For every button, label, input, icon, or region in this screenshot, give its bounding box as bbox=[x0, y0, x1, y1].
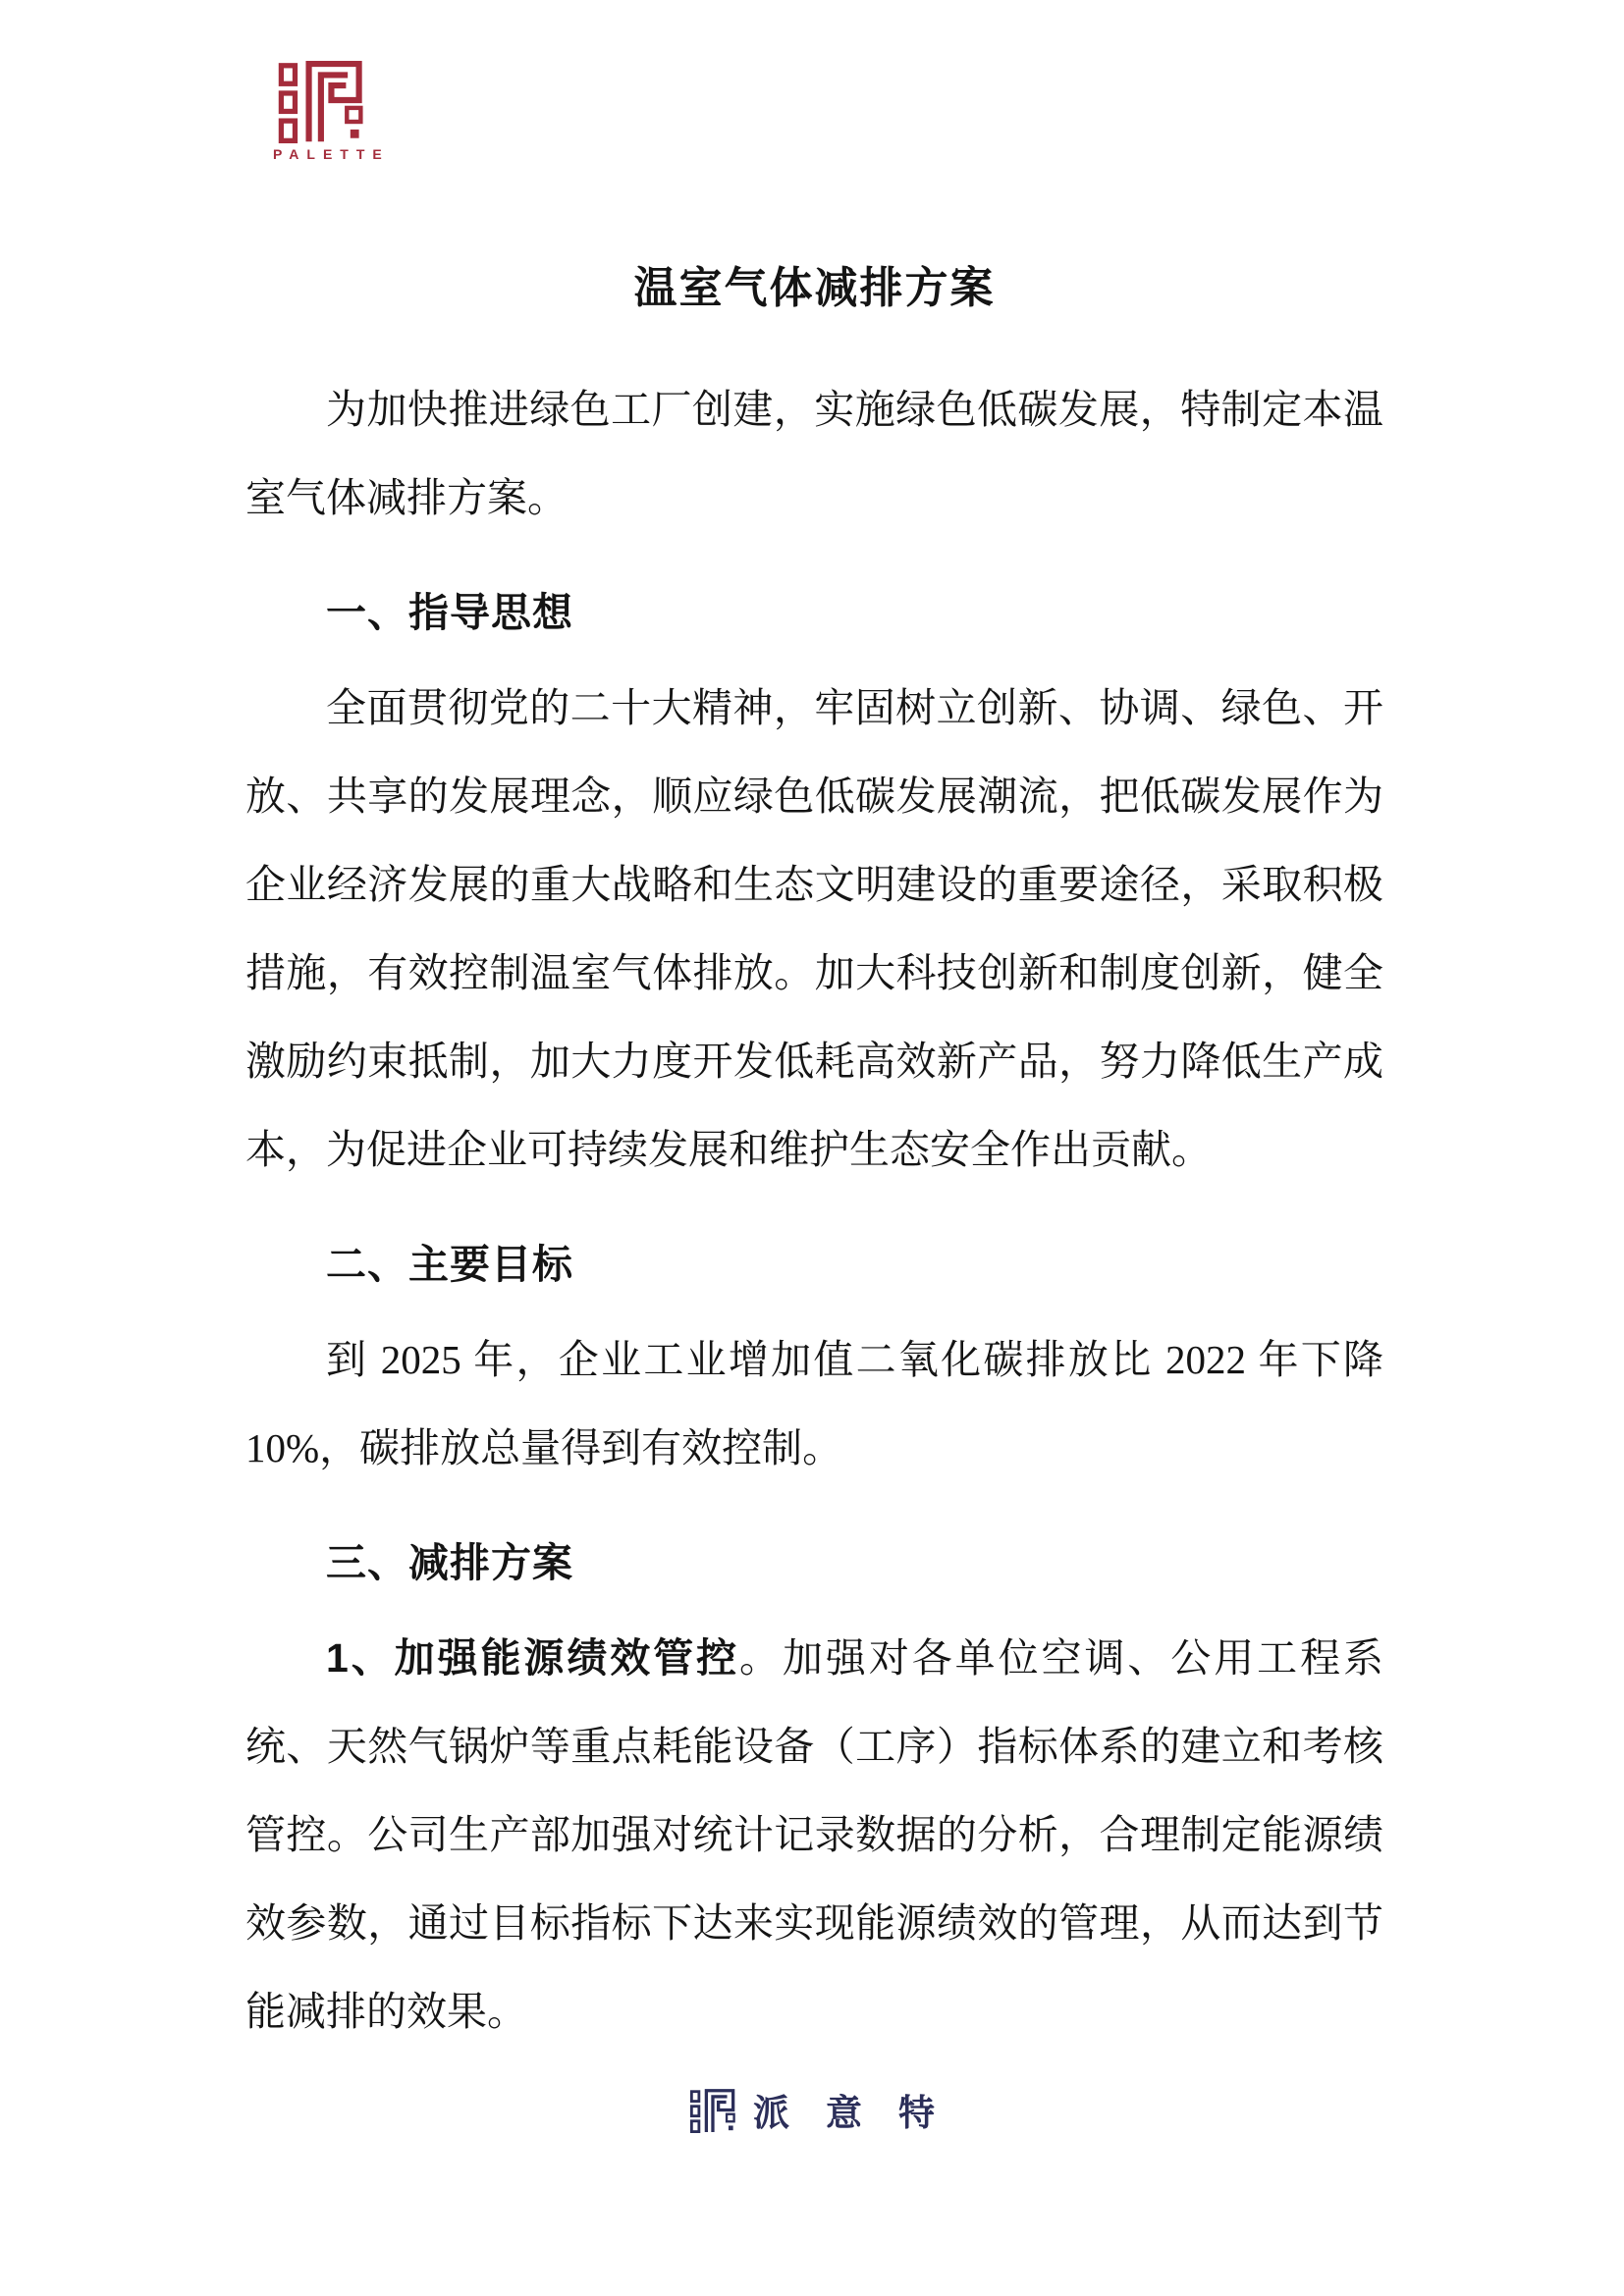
logo-dot bbox=[351, 130, 359, 138]
palette-logo-icon bbox=[269, 57, 371, 143]
section-body-guiding-ideology: 全面贯彻党的二十大精神，牢固树立创新、协调、绿色、开放、共享的发展理念，顺应绿色低碳发展潮流，把低碳发展作为企业经济发展的重大战略和生态文明建设的重要途径，采取积极措施，有效控制温室气体排放。加大科技创新和制度创新，健全激励约束抵制，加大力度开发低耗高效新产品，努力降低生产成本，为促进企业可持续发展和维护生态安全作出贡献。 bbox=[245, 685, 1383, 1172]
paragraph-bold-lead: 1、加强能源绩效管控 bbox=[326, 1635, 740, 1681]
intro-paragraph: 为加快推进绿色工厂创建，实施绿色低碳发展，特制定本温室气体减排方案。 bbox=[245, 387, 1383, 520]
section-heading-reduction-plan: 三、减排方案 bbox=[326, 1540, 573, 1585]
logo-dot bbox=[729, 2125, 733, 2130]
section-heading-main-goals: 二、主要目标 bbox=[326, 1242, 573, 1287]
document-content bbox=[245, 244, 1383, 2056]
paiyite-logo-icon bbox=[689, 2087, 735, 2133]
footer-wordmark: 派意特 bbox=[753, 2093, 971, 2133]
section-body-main-goals: 到 2025 年，企业工业增加值二氧化碳排放比 2022 年下降 10%，碳排放总量得到有效控制。 bbox=[245, 1337, 1383, 1470]
palette-logo bbox=[265, 57, 390, 162]
section-heading-guiding-ideology: 一、指导思想 bbox=[326, 590, 573, 635]
document-title: 温室气体减排方案 bbox=[633, 264, 996, 312]
paragraph-rest: 。加强对各单位空调、公用工程系统、天然气锅炉等重点耗能设备（工序）指标体系的建立和考核管控。公司生产部加强对统计记录数据的分析，合理制定能源绩效参数，通过目标指标下达来实现能源绩效的管理，从而达到节能减排的效果。 bbox=[245, 1635, 1383, 2034]
footer-brand bbox=[0, 2083, 1624, 2136]
palette-wordmark: PALETTE bbox=[273, 146, 390, 162]
section-body-reduction-plan bbox=[245, 1614, 1383, 2056]
